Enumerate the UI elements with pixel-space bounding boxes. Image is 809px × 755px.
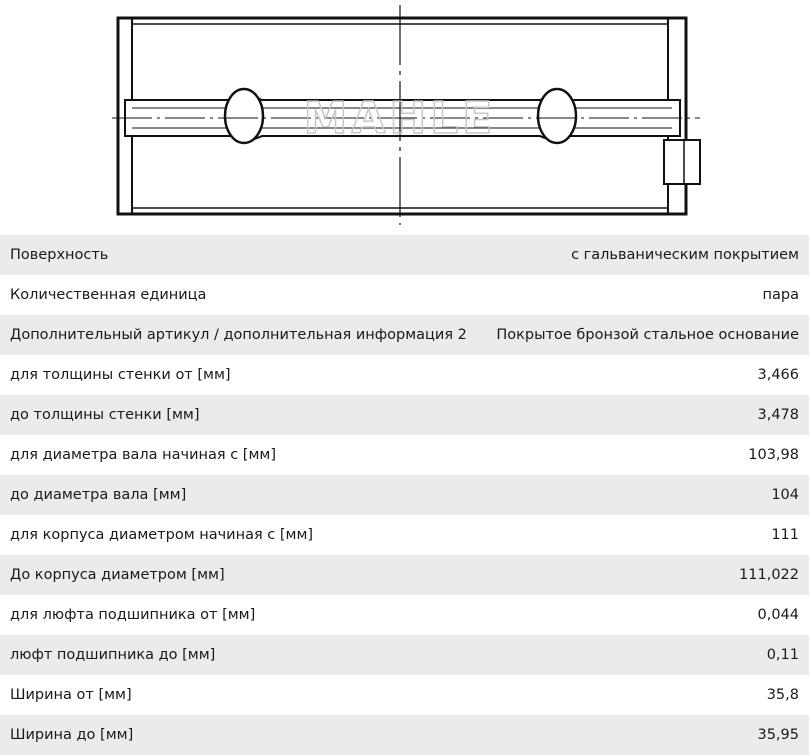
spec-row [0, 515, 809, 555]
spec-value: 0,11 [766, 647, 799, 663]
spec-value: 0,044 [757, 607, 799, 623]
spec-label: Ширина до [мм] [10, 727, 134, 743]
spec-value: 103,98 [748, 447, 799, 463]
spec-label: До корпуса диаметром [мм] [10, 567, 225, 583]
spec-row [0, 675, 809, 715]
spec-label: Количественная единица [10, 287, 207, 303]
spec-label: для толщины стенки от [мм] [10, 367, 231, 383]
oil-hole-right [538, 89, 576, 143]
spec-label: до толщины стенки [мм] [10, 407, 200, 423]
spec-value: 35,95 [757, 727, 799, 743]
bearing-shell-drawing [0, 0, 809, 235]
spec-value: 111 [771, 527, 799, 543]
spec-row [0, 315, 809, 355]
spec-value: 111,022 [739, 567, 799, 583]
spec-row [0, 555, 809, 595]
bearing-drawing [0, 0, 809, 235]
spec-label: для люфта подшипника от [мм] [10, 607, 256, 623]
spec-row [0, 595, 809, 635]
spec-row [0, 435, 809, 475]
spec-value: с гальваническим покрытием [571, 247, 799, 263]
spec-label: Поверхность [10, 247, 109, 263]
spec-row [0, 395, 809, 435]
locating-lug [664, 140, 700, 184]
spec-table [0, 235, 809, 755]
spec-label: Дополнительный артикул / дополнительная информация 2 [10, 327, 467, 343]
spec-row [0, 355, 809, 395]
spec-label: до диаметра вала [мм] [10, 487, 187, 503]
spec-value: 3,466 [757, 367, 799, 383]
spec-row [0, 475, 809, 515]
spec-label: для диаметра вала начиная с [мм] [10, 447, 276, 463]
spec-value: Покрытое бронзой стальное основание [496, 327, 799, 343]
oil-hole-left [225, 89, 263, 143]
watermark-logo: MAHLE [303, 93, 497, 144]
spec-row [0, 635, 809, 675]
spec-row [0, 715, 809, 755]
spec-value: 3,478 [757, 407, 799, 423]
spec-label: Ширина от [мм] [10, 687, 132, 703]
spec-label: люфт подшипника до [мм] [10, 647, 216, 663]
spec-label: для корпуса диаметром начиная с [мм] [10, 527, 314, 543]
spec-value: 104 [771, 487, 799, 503]
spec-value: пара [762, 287, 799, 303]
spec-row [0, 235, 809, 275]
spec-row [0, 275, 809, 315]
spec-value: 35,8 [766, 687, 799, 703]
